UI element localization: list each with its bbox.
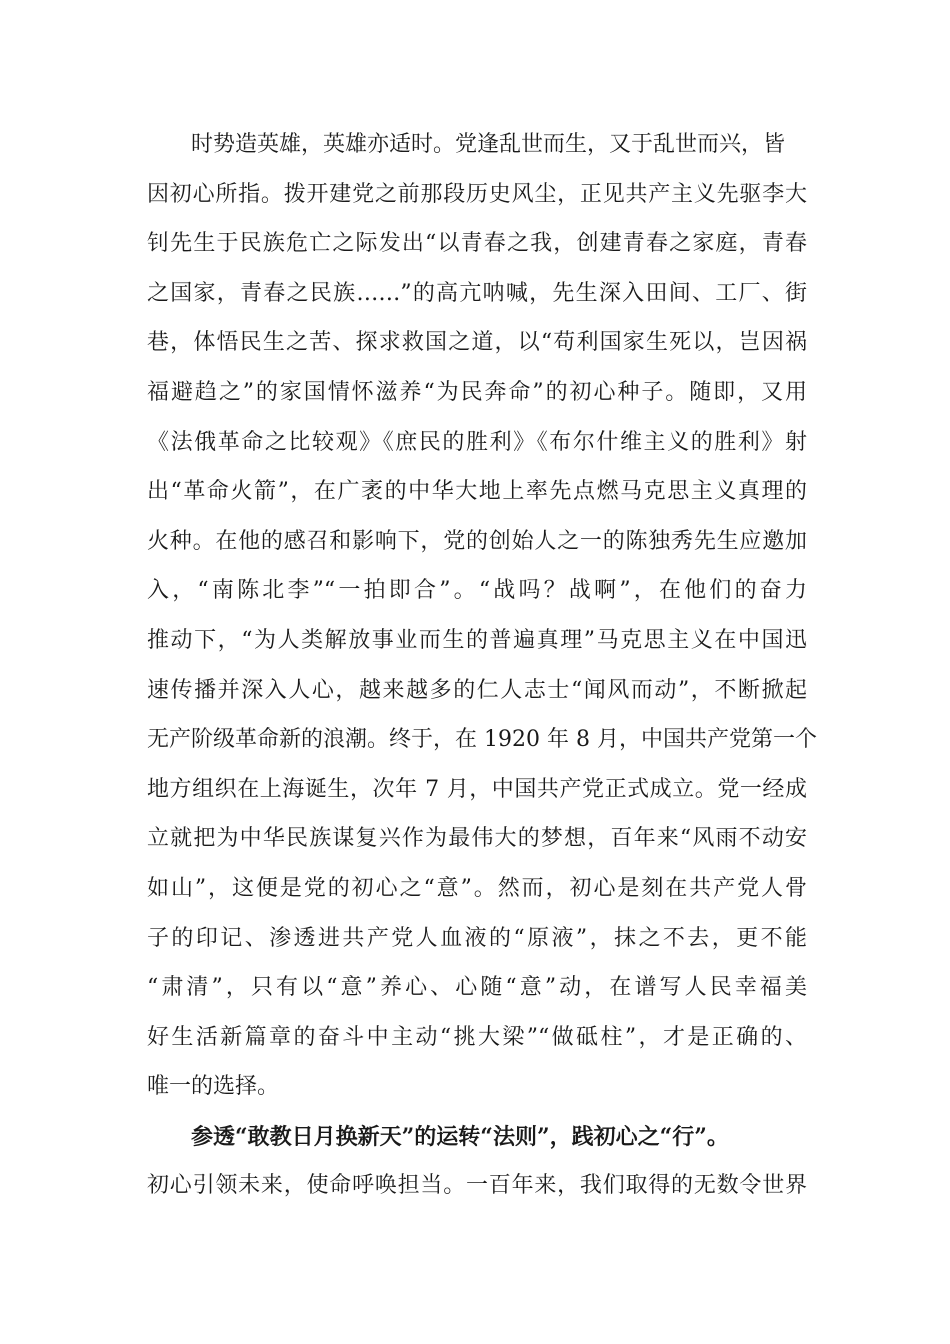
paragraph-line: 福避趋之”的家国情怀滋养“为民奔命”的初心种子。随即，又用 bbox=[147, 379, 807, 405]
paragraph-line: 钊先生于民族危亡之际发出“以青春之我，创建青春之家庭，青春 bbox=[147, 231, 807, 257]
paragraph-line: 推动下，“为人类解放事业而生的普遍真理”马克思主义在中国迅 bbox=[147, 627, 807, 653]
paragraph-line: 出“革命火箭”，在广袤的中华大地上率先点燃马克思主义真理的 bbox=[147, 479, 807, 505]
paragraph-line: 速传播并深入人心，越来越多的仁人志士“闻风而动”，不断掀起 bbox=[147, 677, 807, 703]
paragraph-line: 巷，体悟民生之苦、探求救国之道，以“苟利国家生死以，岂因祸 bbox=[147, 330, 807, 356]
paragraph-line: “肃清”，只有以“意”养心、心随“意”动，在谱写人民幸福美 bbox=[147, 975, 807, 1001]
section-heading: 参透“敢教日月换新天”的运转“法则”，践初心之“行”。 bbox=[191, 1123, 729, 1150]
paragraph-line: 子的印记、渗透进共产党人血液的“原液”，抹之不去，更不能 bbox=[147, 925, 807, 951]
paragraph-line: 如山”，这便是党的初心之“意”。然而，初心是刻在共产党人骨 bbox=[147, 875, 807, 901]
paragraph-line: 无产阶级革命新的浪潮。终于，在 1920 年 8 月，中国共产党第一个 bbox=[147, 727, 817, 753]
paragraph-line: 时势造英雄，英雄亦适时。党逢乱世而生，又于乱世而兴，皆 bbox=[191, 132, 786, 157]
paragraph-line: 《法俄革命之比较观》《庶民的胜利》《布尔什维主义的胜利》射 bbox=[147, 429, 807, 455]
paragraph-line: 之国家，青春之民族……”的高亢呐喊，先生深入田间、工厂、街 bbox=[147, 280, 807, 306]
paragraph-line: 入，“南陈北李”“一拍即合”。“战吗？战啊”，在他们的奋力 bbox=[147, 578, 807, 604]
paragraph-line: 唯一的选择。 bbox=[147, 1074, 280, 1100]
paragraph-line: 初心引领未来，使命呼唤担当。一百年来，我们取得的无数令世界 bbox=[147, 1173, 807, 1199]
paragraph-line: 立就把为中华民族谋复兴作为最伟大的梦想，百年来“风雨不动安 bbox=[147, 826, 807, 852]
paragraph-line: 地方组织在上海诞生，次年 7 月，中国共产党正式成立。党一经成 bbox=[147, 776, 807, 802]
paragraph-line: 好生活新篇章的奋斗中主动“挑大梁”“做砥柱”，才是正确的、 bbox=[147, 1024, 807, 1050]
document-body bbox=[147, 131, 817, 1222]
paragraph-line: 火种。在他的感召和影响下，党的创始人之一的陈独秀先生应邀加 bbox=[147, 528, 807, 554]
paragraph-line: 因初心所指。拨开建党之前那段历史风尘，正见共产主义先驱李大 bbox=[147, 181, 807, 207]
